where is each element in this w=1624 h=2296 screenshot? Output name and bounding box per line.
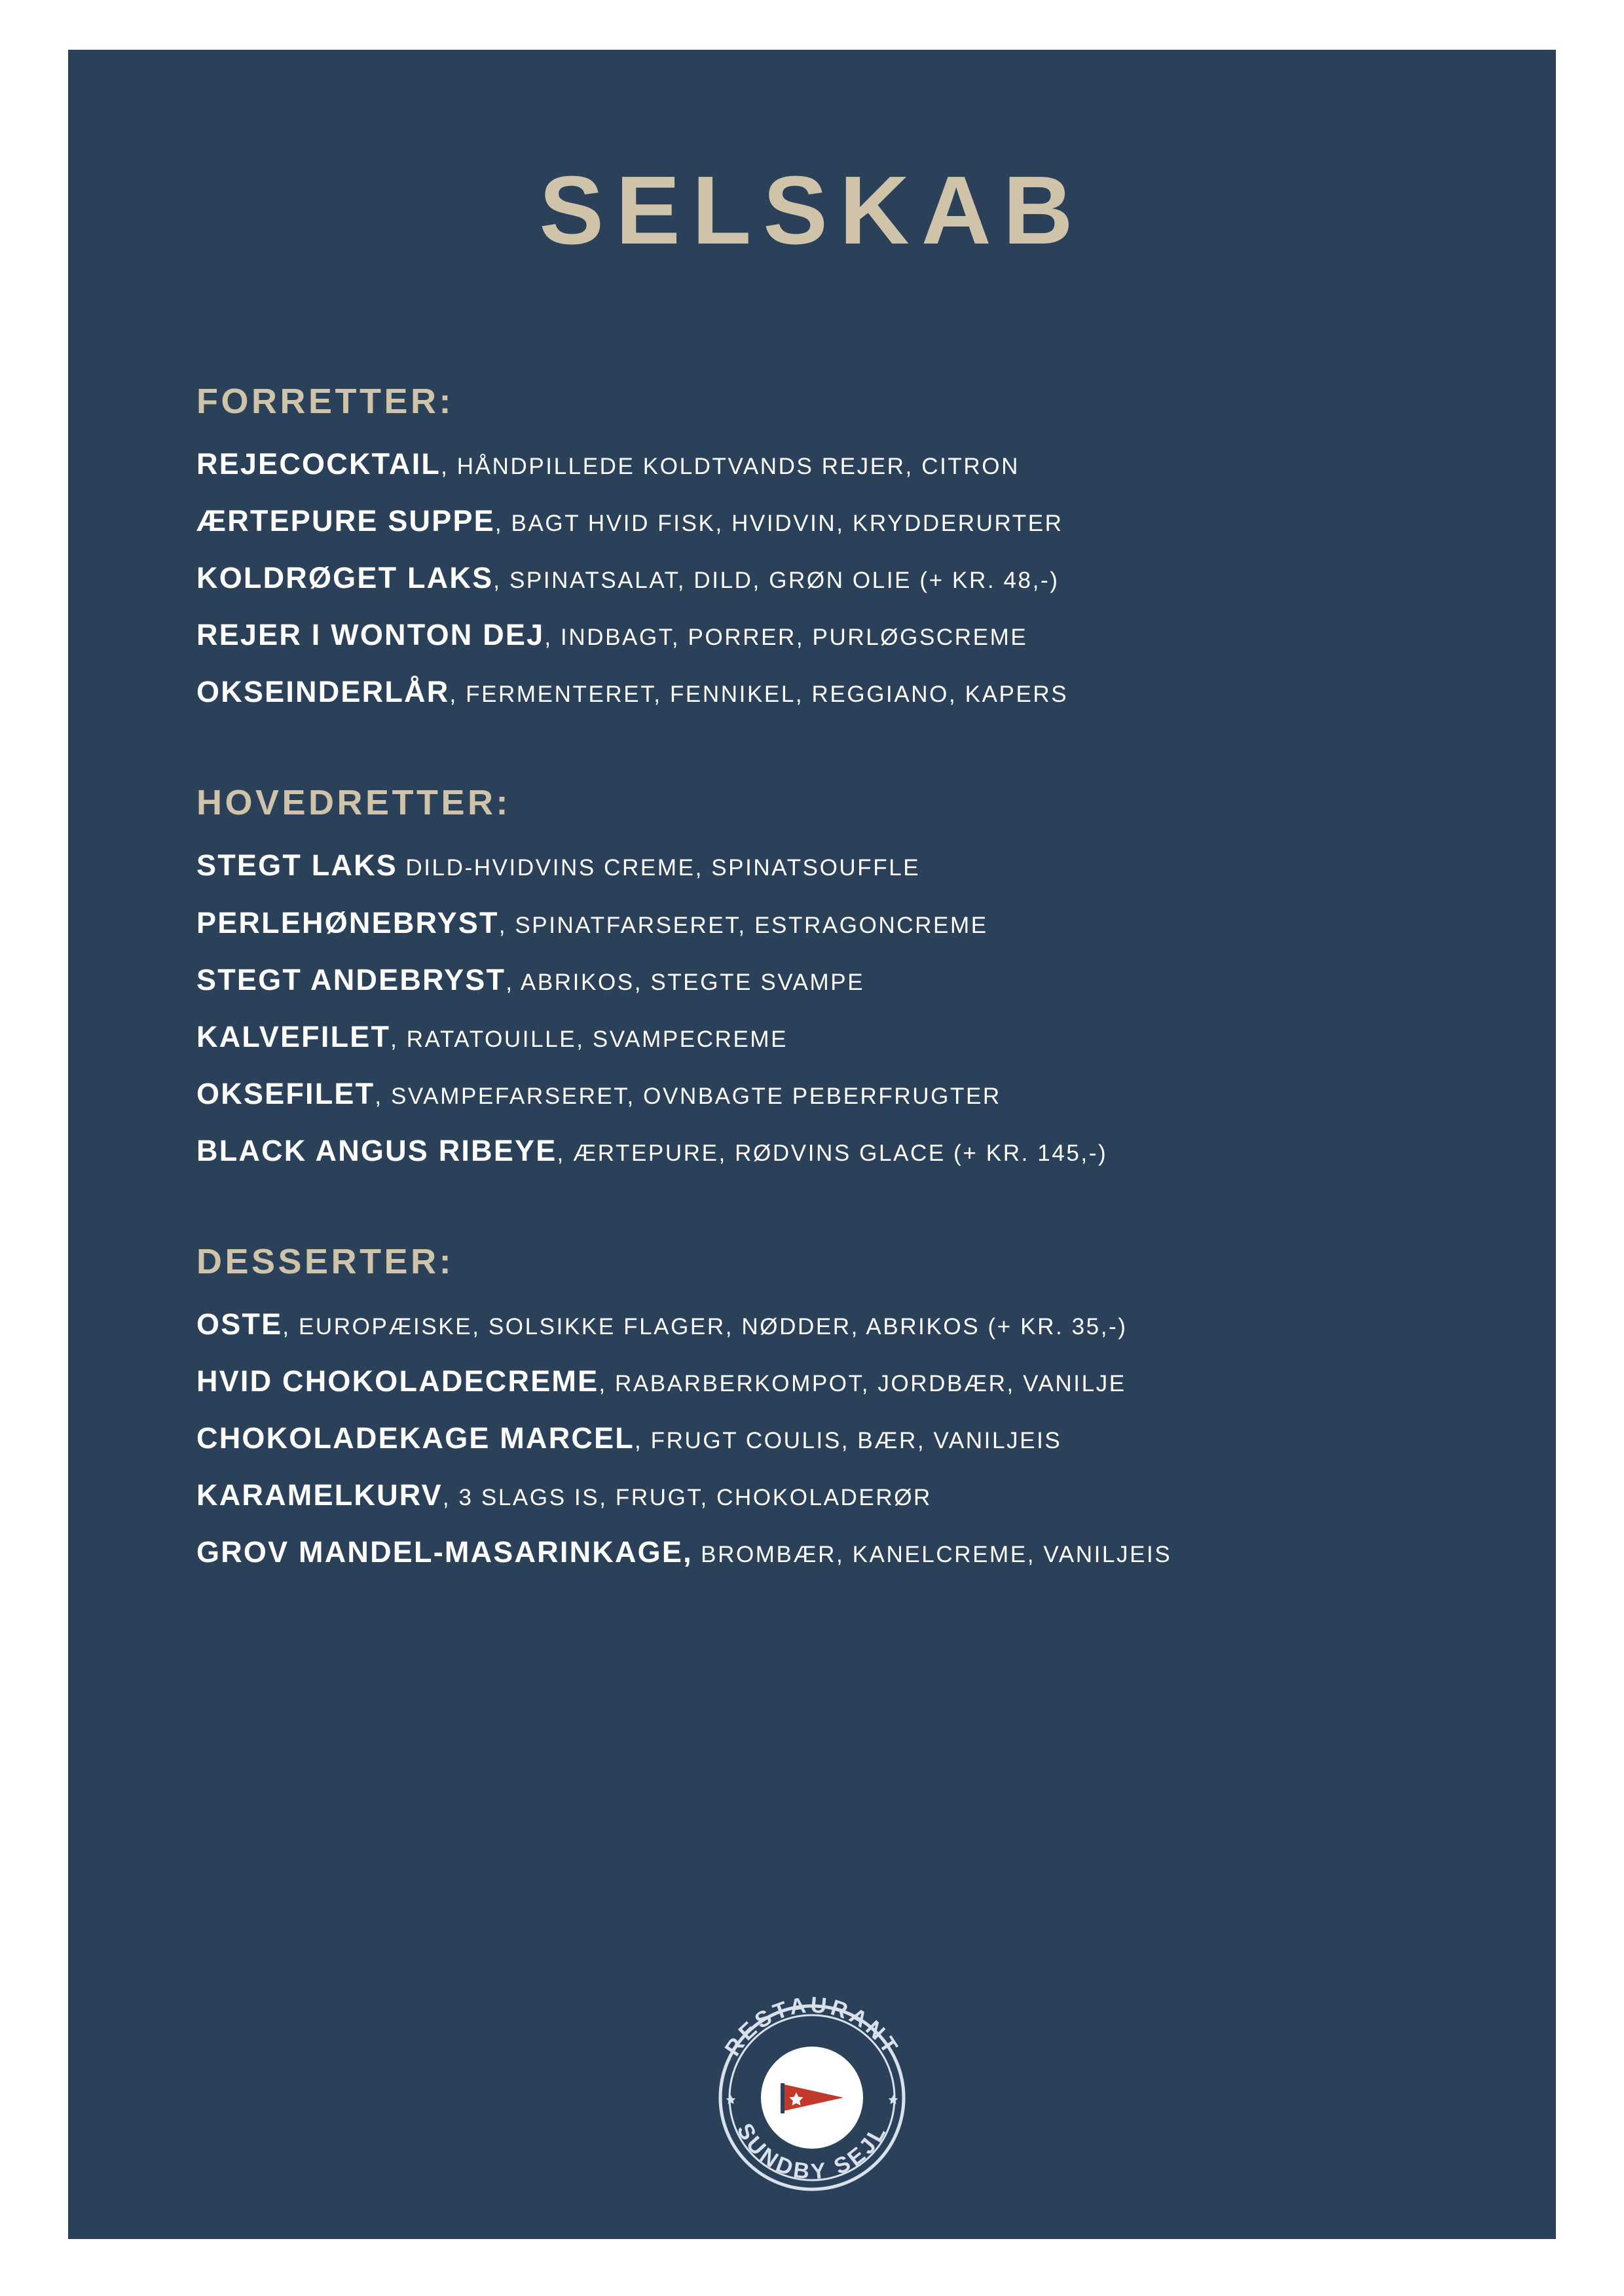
menu-item-desc: DILD-HVIDVINS CREME, SPINATSOUFFLE: [397, 855, 921, 881]
menu-item: [196, 1019, 1458, 1054]
menu-item-name: REJECOCKTAIL: [196, 447, 441, 481]
menu-item: [196, 617, 1458, 652]
menu-item-desc: , 3 SLAGS IS, FRUGT, CHOKOLADERØR: [442, 1485, 932, 1511]
menu-item-name: GROV MANDEL-MASARINKAGE,: [196, 1535, 693, 1569]
page-title: SELSKAB: [539, 156, 1085, 264]
menu-item-desc: BROMBÆR, KANELCREME, VANILJEIS: [692, 1542, 1172, 1568]
menu-item: [196, 446, 1458, 481]
menu-item-desc: , SVAMPEFARSERET, OVNBAGTE PEBERFRUGTER: [375, 1083, 1001, 1109]
menu-item-name: OSTE: [196, 1307, 283, 1341]
menu-item-name: OKSEINDERLÅR: [196, 675, 450, 709]
section-heading-mains: HOVEDRETTER:: [196, 783, 511, 823]
menu-item-desc: , EUROPÆISKE, SOLSIKKE FLAGER, NØDDER, ABRIKOS (+ KR. 35,-): [282, 1314, 1128, 1340]
menu-item-name: BLACK ANGUS RIBEYE: [196, 1133, 557, 1167]
menu-item: [196, 905, 1458, 940]
menu-item: [196, 1364, 1458, 1398]
menu-item: [196, 674, 1458, 709]
menu-item: [196, 560, 1458, 595]
menu-item-desc: , FERMENTERET, FENNIKEL, REGGIANO, KAPERS: [449, 682, 1069, 708]
menu-item-desc: , SPINATFARSERET, ESTRAGONCREME: [498, 912, 988, 938]
menu-item: [196, 1307, 1458, 1341]
menu-item: [196, 1535, 1458, 1569]
menu-item-name: KALVEFILET: [196, 1019, 391, 1053]
menu-item: [196, 848, 1458, 883]
menu-item: [196, 962, 1458, 997]
menu-item-desc: , SPINATSALAT, DILD, GRØN OLIE (+ KR. 48,-): [493, 568, 1060, 594]
menu-item-desc: , FRUGT COULIS, BÆR, VANILJEIS: [635, 1428, 1062, 1454]
menu-item-name: CHOKOLADEKAGE MARCEL: [196, 1421, 635, 1455]
svg-text:RESTAURANT: RESTAURANT: [720, 1992, 904, 2061]
menu-item: [196, 1133, 1458, 1168]
menu-item-name: STEGT ANDEBRYST: [196, 962, 506, 996]
menu-item-name: STEGT LAKS: [196, 848, 398, 883]
menu-item: [196, 1076, 1458, 1111]
menu-item-desc: , RATATOUILLE, SVAMPECREME: [390, 1026, 788, 1052]
section-heading-starters: FORRETTER:: [196, 382, 454, 421]
menu-item-name: ÆRTEPURE SUPPE: [196, 504, 495, 538]
logo-container: [68, 1973, 1556, 2222]
menu-item-name: HVID CHOKOLADECREME: [196, 1364, 599, 1398]
menu-item-desc: , RABARBERKOMPOT, JORDBÆR, VANILJE: [599, 1371, 1126, 1397]
menu-item-desc: , INDBAGT, PORRER, PURLØGSCREME: [544, 625, 1028, 651]
menu-item-desc: , HÅNDPILLEDE KOLDTVANDS REJER, CITRON: [441, 454, 1020, 479]
menu-item-name: OKSEFILET: [196, 1076, 375, 1110]
menu-section-starters: [196, 381, 1458, 709]
menu-sections: [68, 381, 1556, 1570]
menu-item-name: REJER I WONTON DEJ: [196, 618, 545, 652]
menu-item: [196, 1421, 1458, 1455]
menu-section-mains: [196, 782, 1458, 1168]
svg-text:SUNDBY SEJL: SUNDBY SEJL: [731, 2119, 893, 2185]
menu-item-name: KOLDRØGET LAKS: [196, 561, 494, 595]
menu-item: [196, 1478, 1458, 1512]
menu-item: [196, 503, 1458, 538]
menu-card: [68, 50, 1556, 2239]
menu-item-name: PERLEHØNEBRYST: [196, 905, 499, 939]
menu-item-desc: , BAGT HVID FISK, HVIDVIN, KRYDDERURTER: [494, 511, 1063, 537]
menu-item-desc: , ABRIKOS, STEGTE SVAMPE: [506, 969, 865, 995]
menu-item-name: KARAMELKURV: [196, 1478, 443, 1512]
menu-item-desc: , ÆRTEPURE, RØDVINS GLACE (+ KR. 145,-): [557, 1140, 1108, 1166]
restaurant-logo: [688, 1973, 936, 2222]
section-heading-desserts: DESSERTER:: [196, 1242, 454, 1282]
menu-section-desserts: [196, 1241, 1458, 1569]
